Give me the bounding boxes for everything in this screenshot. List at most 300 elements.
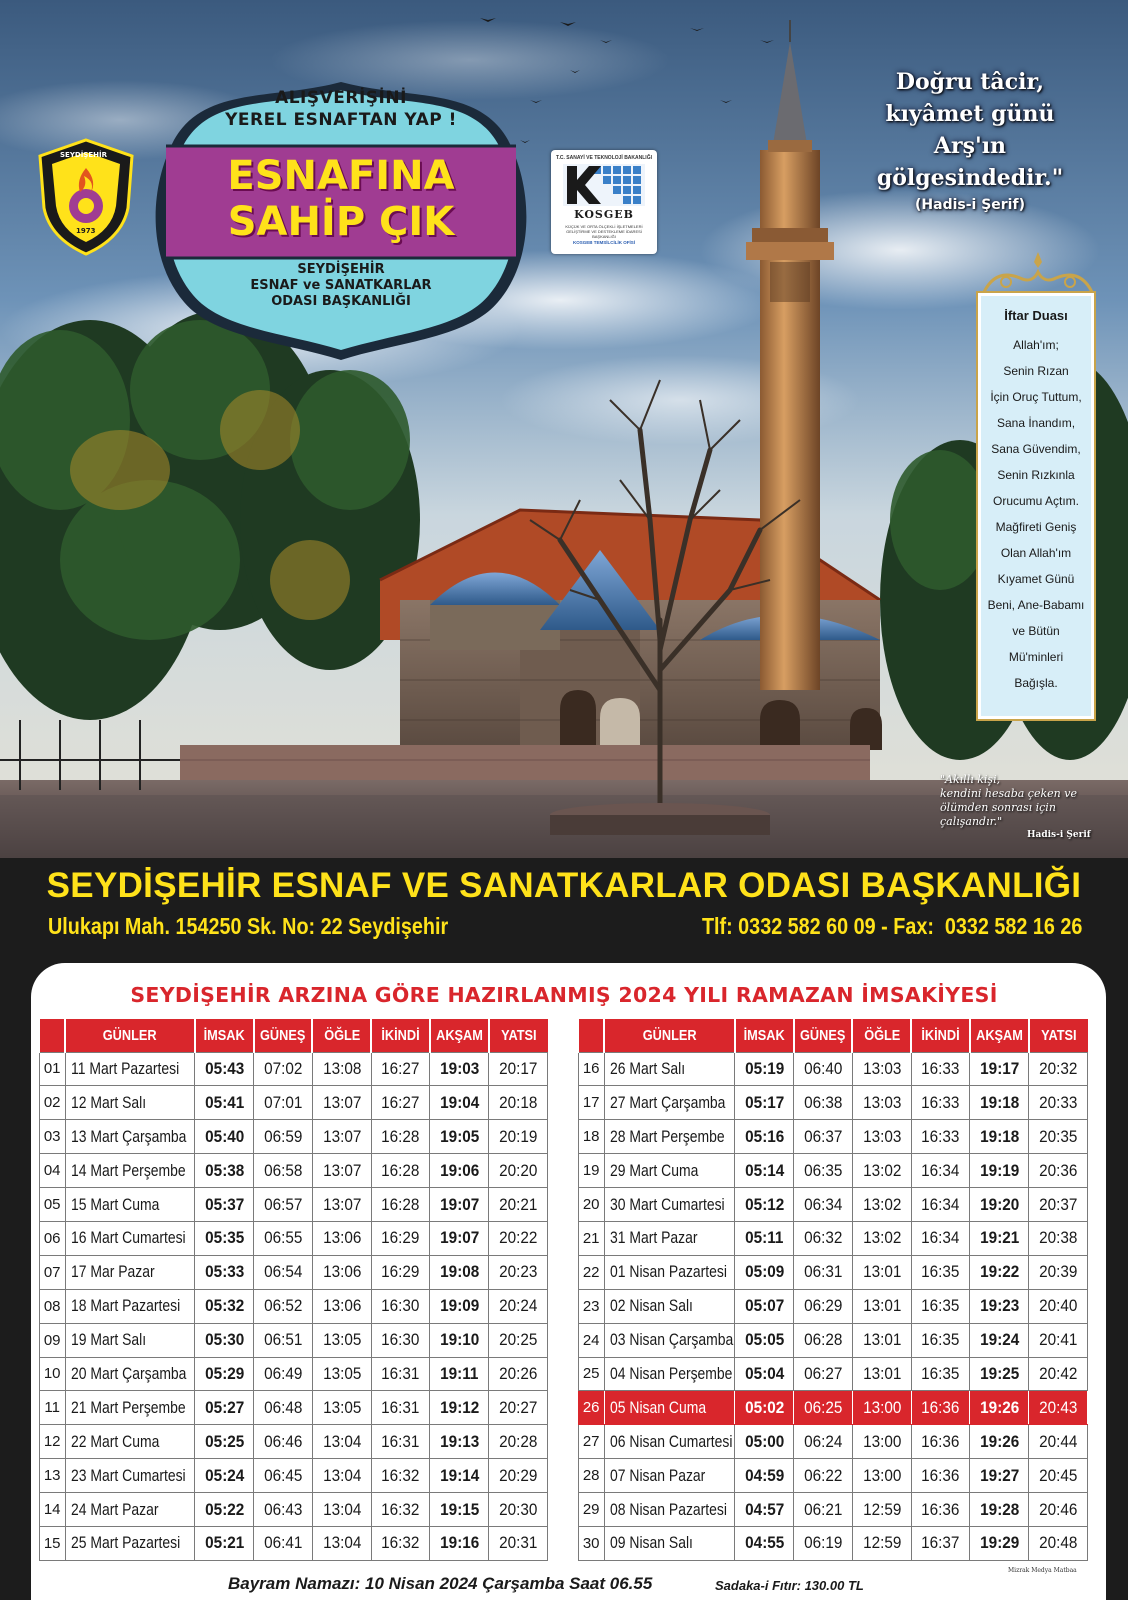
time-cell: 13:00 (852, 1459, 911, 1493)
time-cell: 06:21 (794, 1493, 853, 1527)
table-row (39, 1221, 548, 1255)
time-cell: 19:26 (970, 1425, 1029, 1459)
kosgeb-office: KOSGEB TEMSİLCİLİK OFİSİ (572, 240, 635, 245)
time-cell: 05:22 (195, 1493, 254, 1527)
esnaf-odasi-logo (36, 138, 136, 256)
time-cell: 13:04 (312, 1493, 371, 1527)
table-row (578, 1425, 1088, 1459)
time-cell: 05:40 (195, 1120, 254, 1154)
time-cell: 20:38 (1029, 1221, 1088, 1255)
iftar-duasi-box (978, 293, 1094, 719)
time-cell: 06:49 (254, 1357, 313, 1391)
time-cell: 13:05 (312, 1323, 371, 1357)
time-cell: 19:21 (970, 1221, 1029, 1255)
time-cell: 19:06 (430, 1154, 489, 1188)
time-cell: 13:01 (852, 1323, 911, 1357)
time-cell: 13:01 (852, 1255, 911, 1289)
day-number-cell: 18 (578, 1120, 604, 1154)
iftar-line: Senin Rızkınla (997, 468, 1075, 482)
printer-credit: Mizrak Medya Matbaa (1008, 1567, 1077, 1574)
column-header: GÜNLER (65, 1019, 195, 1052)
table-row (578, 1526, 1088, 1560)
date-cell: 08 Nisan Pazartesi (604, 1493, 735, 1527)
time-cell: 20:21 (489, 1188, 548, 1222)
day-number-cell: 06 (39, 1221, 65, 1255)
date-cell: 02 Nisan Salı (604, 1289, 735, 1323)
day-number-cell: 26 (578, 1391, 604, 1425)
time-cell: 05:25 (195, 1425, 254, 1459)
table-row (39, 1526, 548, 1560)
time-cell: 05:12 (735, 1188, 794, 1222)
column-header: GÜNEŞ (254, 1019, 313, 1052)
time-cell: 19:20 (970, 1188, 1029, 1222)
day-number-cell: 01 (39, 1052, 65, 1086)
time-cell: 06:58 (254, 1154, 313, 1188)
time-cell: 13:00 (852, 1391, 911, 1425)
time-cell: 16:36 (911, 1425, 970, 1459)
esnafina-sahip-cik-badge (148, 80, 534, 362)
quote-source: (Hadis-i Şerif) (915, 197, 1025, 213)
time-cell: 05:07 (735, 1289, 794, 1323)
time-cell: 19:18 (970, 1086, 1029, 1120)
table-body (39, 1052, 548, 1560)
badge-main-line-2: SAHİP ÇIK (227, 199, 455, 245)
table-row (578, 1289, 1088, 1323)
date-cell: 04 Nisan Perşembe (604, 1357, 735, 1391)
time-cell: 20:26 (489, 1357, 548, 1391)
time-cell: 20:20 (489, 1154, 548, 1188)
time-cell: 16:34 (911, 1154, 970, 1188)
table-row (39, 1425, 548, 1459)
logo-top-text: SEYDİŞEHİR (60, 151, 107, 159)
time-cell: 05:35 (195, 1221, 254, 1255)
table-row (39, 1188, 548, 1222)
wise-quote-source: Hadis-i Şerif (1027, 830, 1091, 840)
time-cell: 06:38 (794, 1086, 853, 1120)
time-cell: 06:48 (254, 1391, 313, 1425)
time-cell: 16:28 (371, 1120, 430, 1154)
imsakiye-title: SEYDİŞEHİR ARZINA GÖRE HAZIRLANMIŞ 2024 YILI RAMAZAN İMSAKİYESİ (130, 983, 998, 1007)
time-cell: 19:09 (430, 1289, 489, 1323)
iftar-line: Senin Rızan (1003, 364, 1069, 378)
time-cell: 16:34 (911, 1188, 970, 1222)
date-cell: 14 Mart Perşembe (65, 1154, 195, 1188)
time-cell: 20:33 (1029, 1086, 1088, 1120)
time-cell: 06:59 (254, 1120, 313, 1154)
day-number-cell: 23 (578, 1289, 604, 1323)
quote-line-2: kıyâmet günü (885, 101, 1055, 127)
table-row (39, 1493, 548, 1527)
badge-sub-line-3: ODASI BAŞKANLIĞI (271, 294, 411, 309)
day-number-cell: 10 (39, 1357, 65, 1391)
day-number-cell: 29 (578, 1493, 604, 1527)
time-cell: 13:05 (312, 1391, 371, 1425)
date-cell: 06 Nisan Cumartesi (604, 1425, 735, 1459)
table-row (578, 1188, 1088, 1222)
time-cell: 12:59 (852, 1526, 911, 1560)
time-cell: 19:12 (430, 1391, 489, 1425)
date-cell: 01 Nisan Pazartesi (604, 1255, 735, 1289)
column-header: AKŞAM (430, 1019, 489, 1052)
quote-line-1: Doğru tâcir, (895, 69, 1045, 95)
time-cell: 20:36 (1029, 1154, 1088, 1188)
time-cell: 20:22 (489, 1221, 548, 1255)
wise-line: çalışandır." (940, 815, 1003, 828)
time-cell: 13:07 (312, 1154, 371, 1188)
time-cell: 07:01 (254, 1086, 313, 1120)
time-cell: 06:41 (254, 1526, 313, 1560)
wise-quote (940, 773, 1110, 829)
table-row (578, 1459, 1088, 1493)
time-cell: 19:29 (970, 1526, 1029, 1560)
table-row (39, 1120, 548, 1154)
time-cell: 19:03 (430, 1052, 489, 1086)
iftar-line: Mü'minleri (1008, 650, 1064, 664)
logo-year: 1973 (76, 227, 96, 235)
time-cell: 16:35 (911, 1289, 970, 1323)
date-cell: 15 Mart Cuma (65, 1188, 195, 1222)
time-cell: 06:24 (794, 1425, 853, 1459)
time-cell: 20:48 (1029, 1526, 1088, 1560)
day-number-cell: 24 (578, 1323, 604, 1357)
time-cell: 05:38 (195, 1154, 254, 1188)
kosgeb-name: KOSGEB (574, 208, 634, 221)
time-cell: 13:02 (852, 1188, 911, 1222)
time-cell: 16:32 (371, 1459, 430, 1493)
time-cell: 13:03 (852, 1086, 911, 1120)
time-cell: 05:27 (195, 1391, 254, 1425)
wise-line: kendini hesaba çeken ve (940, 787, 1077, 800)
date-cell: 17 Mar Pazar (65, 1255, 195, 1289)
table-row (578, 1120, 1088, 1154)
time-cell: 13:05 (312, 1357, 371, 1391)
date-cell: 22 Mart Cuma (65, 1425, 195, 1459)
time-cell: 19:08 (430, 1255, 489, 1289)
day-number-cell: 02 (39, 1086, 65, 1120)
time-cell: 06:32 (794, 1221, 853, 1255)
time-cell: 19:25 (970, 1357, 1029, 1391)
time-cell: 07:02 (254, 1052, 313, 1086)
time-cell: 06:51 (254, 1323, 313, 1357)
sadaka-i-fitir: Sadaka-i Fıtır: 130.00 TL (715, 1578, 864, 1593)
time-cell: 19:24 (970, 1323, 1029, 1357)
time-cell: 05:41 (195, 1086, 254, 1120)
time-cell: 20:45 (1029, 1459, 1088, 1493)
time-cell: 06:35 (794, 1154, 853, 1188)
iftar-line: İçin Oruç Tuttum, (990, 390, 1082, 404)
date-cell: 03 Nisan Çarşamba (604, 1323, 735, 1357)
time-cell: 16:36 (911, 1459, 970, 1493)
time-cell: 16:35 (911, 1255, 970, 1289)
time-cell: 04:55 (735, 1526, 794, 1560)
time-cell: 05:17 (735, 1086, 794, 1120)
badge-top-line-2: YEREL ESNAFTAN YAP ! (225, 110, 457, 130)
time-cell: 16:30 (371, 1323, 430, 1357)
time-cell: 13:02 (852, 1154, 911, 1188)
time-cell: 16:33 (911, 1052, 970, 1086)
iftar-line: Beni, Ane-Babamı (987, 598, 1085, 612)
time-cell: 04:59 (735, 1459, 794, 1493)
day-number-cell: 12 (39, 1425, 65, 1459)
time-cell: 05:30 (195, 1323, 254, 1357)
time-cell: 20:40 (1029, 1289, 1088, 1323)
time-cell: 06:46 (254, 1425, 313, 1459)
day-number-cell: 09 (39, 1323, 65, 1357)
table-row (39, 1289, 548, 1323)
time-cell: 13:01 (852, 1357, 911, 1391)
time-cell: 05:00 (735, 1425, 794, 1459)
time-cell: 19:19 (970, 1154, 1029, 1188)
column-header: GÜNEŞ (794, 1019, 853, 1052)
time-cell: 19:26 (970, 1391, 1029, 1425)
date-cell: 12 Mart Salı (65, 1086, 195, 1120)
date-cell: 20 Mart Çarşamba (65, 1357, 195, 1391)
date-cell: 26 Mart Salı (604, 1052, 735, 1086)
quote-line-3: Arş'ın gölgesindedir." (876, 133, 1064, 191)
day-number-cell: 13 (39, 1459, 65, 1493)
time-cell: 05:14 (735, 1154, 794, 1188)
time-cell: 06:28 (794, 1323, 853, 1357)
time-cell: 20:37 (1029, 1188, 1088, 1222)
time-cell: 06:43 (254, 1493, 313, 1527)
time-cell: 13:02 (852, 1221, 911, 1255)
date-cell: 25 Mart Pazartesi (65, 1526, 195, 1560)
wise-line: "Akıllı kişi, (940, 773, 1001, 786)
table-row (39, 1255, 548, 1289)
time-cell: 13:08 (312, 1052, 371, 1086)
time-cell: 16:34 (911, 1221, 970, 1255)
chamber-title: SEYDİŞEHİR ESNAF VE SANATKARLAR ODASI BAŞKANLIĞI (46, 866, 1082, 905)
table-header-row (578, 1019, 1088, 1052)
iftar-line: Sana İnandım, (996, 416, 1076, 430)
time-cell: 16:28 (371, 1154, 430, 1188)
table-row (578, 1323, 1088, 1357)
time-cell: 06:31 (794, 1255, 853, 1289)
time-cell: 05:43 (195, 1052, 254, 1086)
day-number-cell: 04 (39, 1154, 65, 1188)
date-cell: 29 Mart Cuma (604, 1154, 735, 1188)
date-cell: 13 Mart Çarşamba (65, 1120, 195, 1154)
time-cell: 05:09 (735, 1255, 794, 1289)
imsakiye-table-left (38, 1019, 548, 1561)
time-cell: 06:37 (794, 1120, 853, 1154)
time-cell: 20:32 (1029, 1052, 1088, 1086)
time-cell: 19:15 (430, 1493, 489, 1527)
time-cell: 05:05 (735, 1323, 794, 1357)
time-cell: 05:19 (735, 1052, 794, 1086)
time-cell: 16:33 (911, 1086, 970, 1120)
column-header-no (578, 1019, 604, 1052)
time-cell: 05:16 (735, 1120, 794, 1154)
kosgeb-logo (551, 150, 657, 254)
time-cell: 19:13 (430, 1425, 489, 1459)
time-cell: 20:25 (489, 1323, 548, 1357)
time-cell: 19:10 (430, 1323, 489, 1357)
time-cell: 13:04 (312, 1526, 371, 1560)
time-cell: 19:22 (970, 1255, 1029, 1289)
time-cell: 20:28 (489, 1425, 548, 1459)
day-number-cell: 30 (578, 1526, 604, 1560)
table-row (39, 1086, 548, 1120)
time-cell: 20:41 (1029, 1323, 1088, 1357)
time-cell: 20:27 (489, 1391, 548, 1425)
time-cell: 06:57 (254, 1188, 313, 1222)
kosgeb-description: KÜÇÜK VE ORTA ÖLÇEKLİ İŞLETMELERİ GELİŞTİRME VE DESTEKLEME İDARESİ BAŞKANLIĞI (565, 224, 643, 239)
time-cell: 13:07 (312, 1188, 371, 1222)
chamber-address: Ulukapı Mah. 154250 Sk. No: 22 Seydişehir (48, 913, 449, 939)
imsakiye-table-right (577, 1019, 1088, 1561)
time-cell: 19:04 (430, 1086, 489, 1120)
day-number-cell: 16 (578, 1052, 604, 1086)
date-cell: 31 Mart Pazar (604, 1221, 735, 1255)
iftar-line: Kıyamet Günü (997, 572, 1075, 586)
iftar-line: Orucumu Açtım. (992, 494, 1080, 508)
time-cell: 20:24 (489, 1289, 548, 1323)
time-cell: 13:03 (852, 1052, 911, 1086)
date-cell: 11 Mart Pazartesi (65, 1052, 195, 1086)
iftar-line: ve Bütün (1012, 624, 1060, 638)
date-cell: 19 Mart Salı (65, 1323, 195, 1357)
time-cell: 16:32 (371, 1493, 430, 1527)
time-cell: 06:52 (254, 1289, 313, 1323)
time-cell: 06:27 (794, 1357, 853, 1391)
time-cell: 20:29 (489, 1459, 548, 1493)
time-cell: 16:35 (911, 1357, 970, 1391)
column-header: AKŞAM (970, 1019, 1029, 1052)
time-cell: 05:29 (195, 1357, 254, 1391)
column-header: İMSAK (735, 1019, 794, 1052)
table-row (39, 1357, 548, 1391)
table-row (39, 1323, 548, 1357)
time-cell: 20:46 (1029, 1493, 1088, 1527)
time-cell: 20:30 (489, 1493, 548, 1527)
time-cell: 20:42 (1029, 1357, 1088, 1391)
time-cell: 05:04 (735, 1357, 794, 1391)
time-cell: 06:34 (794, 1188, 853, 1222)
time-cell: 06:22 (794, 1459, 853, 1493)
time-cell: 06:29 (794, 1289, 853, 1323)
time-cell: 13:06 (312, 1221, 371, 1255)
date-cell: 23 Mart Cumartesi (65, 1459, 195, 1493)
table-row (578, 1154, 1088, 1188)
table-row (578, 1255, 1088, 1289)
column-header: YATSI (1029, 1019, 1088, 1052)
time-cell: 13:04 (312, 1459, 371, 1493)
date-cell: 18 Mart Pazartesi (65, 1289, 195, 1323)
hadis-quote (838, 66, 1102, 216)
table-row (578, 1086, 1088, 1120)
time-cell: 13:07 (312, 1086, 371, 1120)
time-cell: 20:17 (489, 1052, 548, 1086)
badge-sub-line-2: ESNAF ve SANATKARLAR (250, 278, 432, 293)
time-cell: 19:07 (430, 1188, 489, 1222)
time-cell: 13:06 (312, 1255, 371, 1289)
table-row (578, 1221, 1088, 1255)
column-header: İMSAK (195, 1019, 254, 1052)
iftar-line: Sana Güvendim, (991, 442, 1081, 456)
time-cell: 13:07 (312, 1120, 371, 1154)
time-cell: 05:21 (195, 1526, 254, 1560)
column-header-no (39, 1019, 65, 1052)
day-number-cell: 19 (578, 1154, 604, 1188)
day-number-cell: 22 (578, 1255, 604, 1289)
date-cell: 27 Mart Çarşamba (604, 1086, 735, 1120)
column-header: ÖĞLE (312, 1019, 371, 1052)
badge-sub-line-1: SEYDİŞEHİR (297, 262, 385, 277)
iftar-line: Olan Allah'ım (1000, 546, 1072, 560)
time-cell: 05:37 (195, 1188, 254, 1222)
column-header: YATSI (489, 1019, 548, 1052)
time-cell: 16:29 (371, 1221, 430, 1255)
time-cell: 16:31 (371, 1391, 430, 1425)
day-number-cell: 28 (578, 1459, 604, 1493)
wise-line: ölümden sonrası için (940, 801, 1056, 814)
time-cell: 06:54 (254, 1255, 313, 1289)
date-cell: 16 Mart Cumartesi (65, 1221, 195, 1255)
table-row (578, 1052, 1088, 1086)
time-cell: 05:24 (195, 1459, 254, 1493)
date-cell: 09 Nisan Salı (604, 1526, 735, 1560)
table-header-row (39, 1019, 548, 1052)
time-cell: 20:23 (489, 1255, 548, 1289)
iftar-title: İftar Duası (1004, 308, 1068, 323)
time-cell: 16:33 (911, 1120, 970, 1154)
time-cell: 20:31 (489, 1526, 548, 1560)
date-cell: 21 Mart Perşembe (65, 1391, 195, 1425)
iftar-line: Mağfireti Geniş (995, 520, 1077, 534)
time-cell: 05:02 (735, 1391, 794, 1425)
table-row (39, 1459, 548, 1493)
time-cell: 04:57 (735, 1493, 794, 1527)
kosgeb-ministry: T.C. SANAYİ VE TEKNOLOJİ BAKANLIĞI (556, 155, 652, 161)
time-cell: 16:36 (911, 1493, 970, 1527)
time-cell: 13:03 (852, 1120, 911, 1154)
time-cell: 05:32 (195, 1289, 254, 1323)
time-cell: 16:36 (911, 1391, 970, 1425)
date-cell: 28 Mart Perşembe (604, 1120, 735, 1154)
bayram-namazi: Bayram Namazı: 10 Nisan 2024 Çarşamba Saat 06.55 (228, 1574, 653, 1593)
iftar-line: Bağışla. (1014, 676, 1058, 690)
time-cell: 05:33 (195, 1255, 254, 1289)
date-cell: 24 Mart Pazar (65, 1493, 195, 1527)
badge-main-line-1: ESNAFINA (227, 153, 455, 199)
time-cell: 16:27 (371, 1086, 430, 1120)
time-cell: 06:19 (794, 1526, 853, 1560)
kosgeb-grid-icon (563, 164, 645, 206)
ornament-icon (976, 248, 1100, 296)
column-header: GÜNLER (604, 1019, 735, 1052)
time-cell: 19:14 (430, 1459, 489, 1493)
time-cell: 20:43 (1029, 1391, 1088, 1425)
time-cell: 05:11 (735, 1221, 794, 1255)
date-cell: 07 Nisan Pazar (604, 1459, 735, 1493)
day-number-cell: 25 (578, 1357, 604, 1391)
day-number-cell: 15 (39, 1526, 65, 1560)
day-number-cell: 20 (578, 1188, 604, 1222)
chamber-phone: Tlf: 0332 582 60 09 - Fax: 0332 582 16 26 (701, 913, 1082, 939)
table-row (578, 1391, 1088, 1425)
time-cell: 06:25 (794, 1391, 853, 1425)
table-row (578, 1357, 1088, 1391)
time-cell: 16:30 (371, 1289, 430, 1323)
day-number-cell: 17 (578, 1086, 604, 1120)
time-cell: 16:35 (911, 1323, 970, 1357)
day-number-cell: 27 (578, 1425, 604, 1459)
iftar-line: Allah'ım; (1013, 338, 1059, 352)
time-cell: 06:55 (254, 1221, 313, 1255)
time-cell: 19:27 (970, 1459, 1029, 1493)
time-cell: 13:01 (852, 1289, 911, 1323)
